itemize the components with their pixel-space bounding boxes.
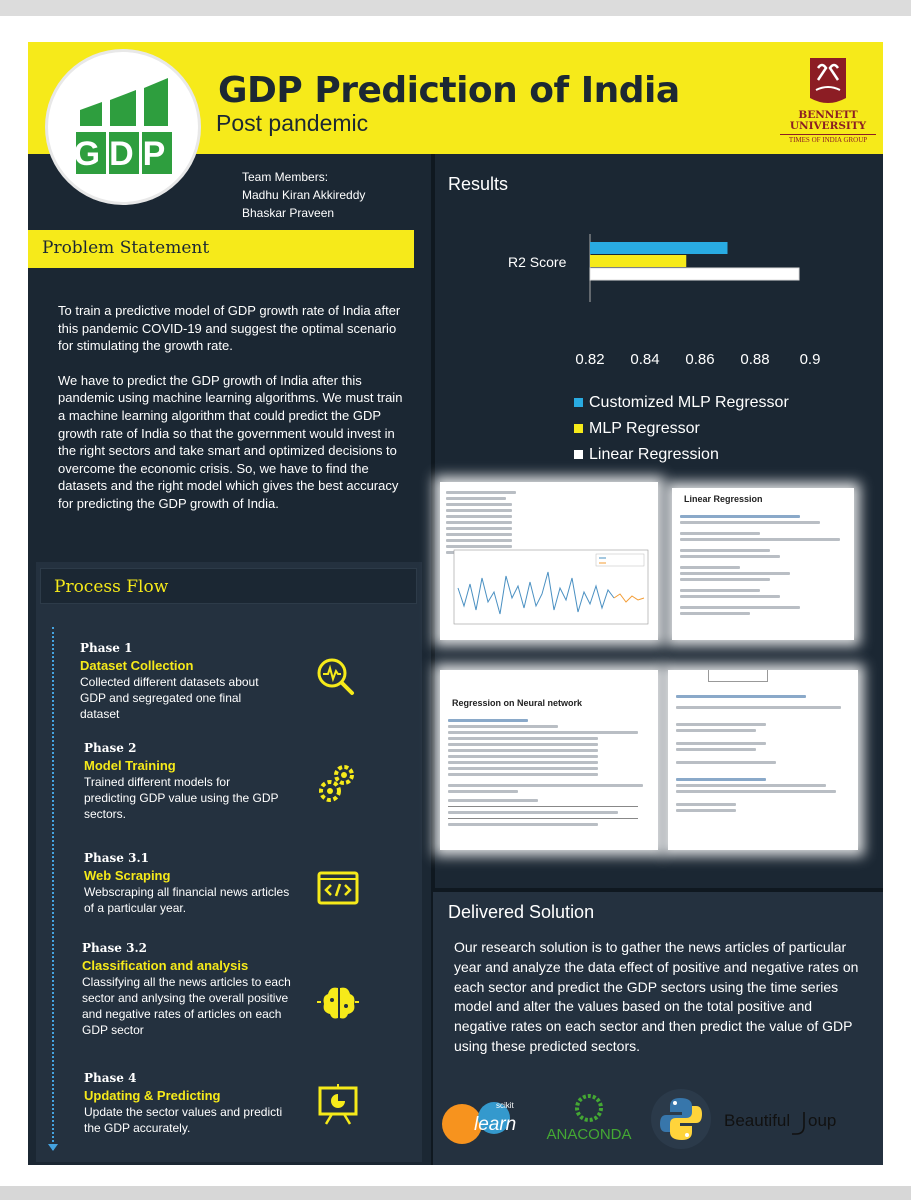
phase-label: Phase 4 xyxy=(84,1071,137,1085)
gdp-logo-graphic xyxy=(48,52,198,202)
legend-label: MLP Regressor xyxy=(589,420,700,437)
legend-swatch xyxy=(574,424,583,433)
university-name: BENNETT UNIVERSITY xyxy=(789,109,867,132)
flow-arrow xyxy=(52,627,54,1150)
phase-label: Phase 2 xyxy=(84,741,137,755)
forecast-table-text xyxy=(446,488,526,557)
forecast-line-plot xyxy=(446,548,652,634)
presentation-chart-icon xyxy=(316,1082,360,1126)
phase-name: Model Training xyxy=(84,758,176,773)
team-member: Bhaskar Praveen xyxy=(242,206,335,220)
phase-label: Phase 3.1 xyxy=(84,851,149,865)
mlp-plot-fragment xyxy=(708,670,768,682)
bar-customized-mlp-regressor xyxy=(590,242,728,254)
scikit-learn-label: learn xyxy=(474,1114,517,1135)
legend-swatch xyxy=(574,450,583,459)
results-heading: Results xyxy=(448,174,509,194)
brain-icon xyxy=(316,980,360,1024)
phase-3-2 xyxy=(82,940,302,1038)
team-label: Team Members: xyxy=(242,170,329,184)
x-tick-label: 0.86 xyxy=(685,351,715,368)
gears-icon xyxy=(316,760,360,804)
delivered-solution-text: Our research solution is to gather the news articles of particular year and analyze the data effect of positive and negative rates on each sector and predict the GDP sectors using the time series model and alter the values based on the total positive and negative rates on each sector and then predict the value of GDP using these predicted sectors. xyxy=(454,939,859,1054)
phase-description: Update the sector values and predicti the GDP accurately. xyxy=(84,1105,283,1135)
bar-mlp-regressor xyxy=(590,255,686,267)
neural-network-screenshot xyxy=(440,670,658,850)
poster-subtitle: Post pandemic xyxy=(216,110,369,136)
linear-regression-code xyxy=(680,512,845,618)
problem-statement-bar xyxy=(28,230,414,268)
phase-name: Dataset Collection xyxy=(80,658,194,673)
scikit-learn-logo xyxy=(438,1096,530,1146)
beautifulsoup-label-right: oup xyxy=(808,1111,837,1130)
legend-label: Customized MLP Regressor xyxy=(589,394,789,411)
mlp-regressor-code xyxy=(676,692,851,815)
bottom-strip xyxy=(0,1186,911,1200)
forecast-screenshot xyxy=(440,482,658,640)
problem-statement-heading: Problem Statement xyxy=(42,238,210,258)
scikit-learn-label-top: scikit xyxy=(496,1101,514,1110)
team-member: Madhu Kiran Akkireddy xyxy=(242,188,366,202)
problem-paragraph: We have to predict the GDP growth of India after this pandemic using machine learning algorithms. We must train a machine learning algorithm that could predict the GDP growth rate of India so that the government would invest in the right sectors and take smart and optimized decisions to overcome the economic crisis. So, we have to find the datasets and the right model which gives the best accuracy for predicting the GDP growth of India. xyxy=(58,372,403,511)
process-flow-heading: Process Flow xyxy=(54,577,169,597)
python-logo xyxy=(650,1088,712,1150)
beautifulsoup-label-left: Beautiful xyxy=(724,1111,791,1130)
x-tick-label: 0.84 xyxy=(630,351,660,368)
code-icon xyxy=(316,866,360,910)
phase-4 xyxy=(84,1070,294,1136)
phase-name: Classification and analysis xyxy=(82,958,249,973)
flow-arrow-head xyxy=(48,1144,58,1151)
phase-3-1 xyxy=(84,850,294,916)
team-members xyxy=(242,168,365,222)
linear-regression-heading: Linear Regression xyxy=(684,494,763,504)
category-label: R2 Score xyxy=(508,254,567,270)
x-tick-label: 0.9 xyxy=(799,351,821,368)
anaconda-logo xyxy=(534,1090,644,1146)
mlp-regressor-screenshot xyxy=(668,670,858,850)
bar-linear-regression xyxy=(590,268,799,280)
phase-description: Trained different models for predicting GDP value using the GDP sectors. xyxy=(84,775,279,821)
legend-swatch xyxy=(574,398,583,407)
problem-statement-text xyxy=(58,302,403,530)
phase-label: Phase 3.2 xyxy=(82,941,147,955)
delivered-solution-heading: Delivered Solution xyxy=(448,902,595,922)
gdp-logo xyxy=(48,52,198,202)
anaconda-label: ANACONDA xyxy=(546,1126,632,1143)
poster xyxy=(28,42,883,1165)
phase-2 xyxy=(84,740,284,822)
phase-name: Updating & Predicting xyxy=(84,1088,221,1103)
gdp-logo-text: GDP xyxy=(73,135,175,173)
legend-label: Linear Regression xyxy=(589,446,719,463)
phase-description: Collected different datasets about GDP and segregated one final dataset xyxy=(80,675,259,721)
phase-label: Phase 1 xyxy=(80,641,133,655)
problem-paragraph: To train a predictive model of GDP growth rate of India after this pandemic COVID-19 and suggest the optimal scenario for stimulating the growth rate. xyxy=(58,303,401,354)
data-analysis-icon xyxy=(314,655,358,699)
x-tick-label: 0.82 xyxy=(575,351,605,368)
poster-title: GDP Prediction of India xyxy=(218,70,680,111)
r2-score-chart xyxy=(448,222,868,463)
phase-name: Web Scraping xyxy=(84,868,171,883)
phase-description: Classifying all the news articles to each sector and anlysing the overall positive and negative rates of articles on each GDP sector xyxy=(82,975,291,1037)
beautifulsoup-logo xyxy=(722,1100,854,1140)
top-strip xyxy=(0,0,911,16)
neural-network-code xyxy=(448,716,653,829)
phase-1 xyxy=(80,640,280,722)
university-group: TIMES OF INDIA GROUP xyxy=(780,134,876,144)
phase-description: Webscraping all financial news articles of a particular year. xyxy=(84,885,290,915)
linear-regression-screenshot xyxy=(672,488,854,640)
x-tick-label: 0.88 xyxy=(740,351,770,368)
neural-network-heading: Regression on Neural network xyxy=(452,698,583,708)
